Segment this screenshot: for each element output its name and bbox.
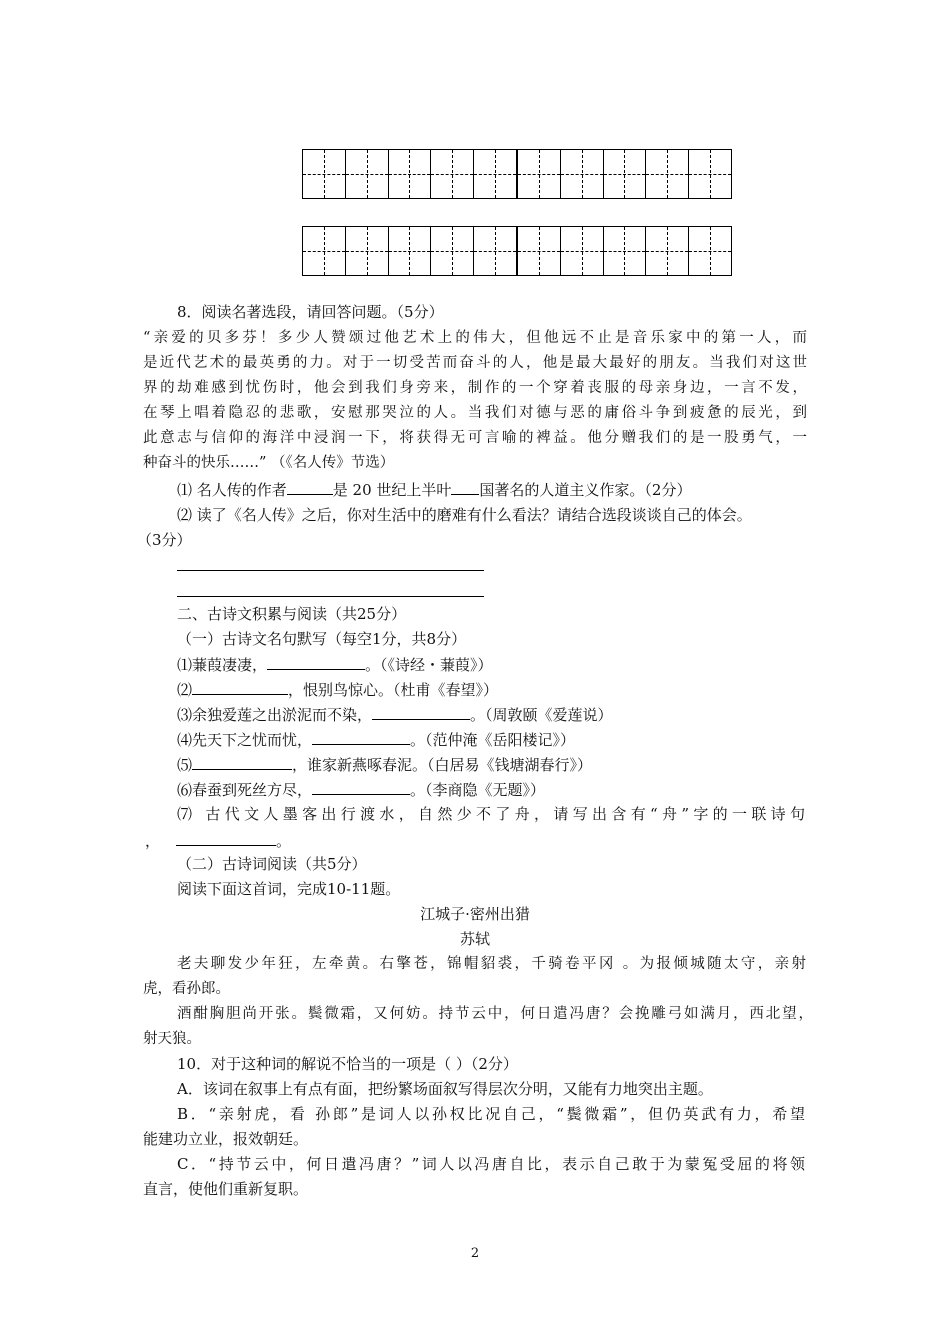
q8-sub1-text: 是 20 世纪上半叶 — [332, 481, 452, 499]
recite-item-2 — [177, 679, 498, 700]
q8-sub2-line2: （3分） — [137, 531, 192, 549]
q8-passage-line: 此意志与信仰的海洋中浸润一下，将获得无可言喻的裨益。他分赠我们的是一股勇气，一 — [143, 430, 807, 446]
q10-option-c-cont: 直言，使他们重新复职。 — [143, 1180, 309, 1198]
poem-title: 江城子·密州出猎 — [420, 905, 530, 923]
recite-text: 。（《诗经・蒹葭》） — [365, 656, 493, 674]
q8-passage-line: “亲爱的贝多芬！多少人赞颂过他艺术上的伟大，但他远不止是音乐家中的第一人，而 — [143, 330, 807, 346]
part1-title: （一）古诗文名句默写（每空1分，共8分） — [177, 630, 467, 648]
recite-text: ，恨别鸟惊心。（杜甫《春望》） — [288, 681, 499, 699]
recite-text: ，谁家新燕啄春泥。（白居易《钱塘湖春行》） — [292, 756, 593, 774]
q8-passage-line: 界的劫难感到忧伤时，他会到我们身旁来，制作的一个穿着丧服的母亲身边，一言不发， — [143, 380, 807, 396]
recite-item-5 — [177, 754, 592, 775]
recite-text: ， — [145, 832, 161, 850]
q10-option-c: C．“持节云中，何日遣冯唐？”词人以冯唐自比，表示自己敢于为蒙冤受屈的将领 — [177, 1155, 805, 1173]
recite-text: 。（周敦颐《爱莲说） — [470, 706, 613, 724]
q8-sub1-text: ⑴ 名人传的作者 — [177, 481, 287, 499]
answer-line[interactable] — [177, 570, 484, 571]
fill-blank[interactable] — [312, 779, 410, 795]
recite-text: ⑴蒹葭凄凄， — [177, 656, 268, 674]
part2-title: （二）古诗词阅读（共5分） — [177, 855, 367, 873]
instruction: 阅读下面这首词，完成10-11题。 — [177, 880, 401, 898]
page-number: 2 — [470, 1246, 480, 1261]
fill-blank[interactable] — [192, 754, 292, 770]
fill-blank[interactable] — [267, 654, 365, 670]
q10-option-b: B．“亲射虎，看 孙郎”是词人以孙权比况自己，“鬓微霜”，但仍英武有力，希望 — [177, 1105, 805, 1123]
q8-passage-line: 在琴上唱着隐忍的悲歌，安慰那哭泣的人。当我们对德与恶的庸俗斗争到疲惫的辰光，到 — [143, 405, 807, 421]
q8-sub1-text: 国著名的人道主义作家。（2分） — [479, 481, 692, 499]
poem-line: 射天狼。 — [143, 1031, 201, 1047]
recite-text: 。 — [276, 832, 292, 850]
fill-blank[interactable] — [372, 704, 470, 720]
recite-item-7-answer — [145, 830, 291, 851]
recite-text: 。（李商隐《无题》） — [410, 781, 546, 799]
fill-blank[interactable] — [312, 729, 410, 745]
country-blank[interactable] — [451, 479, 479, 495]
q8-title: 8．阅读名著选段，请回答问题。（5分） — [177, 303, 444, 321]
recite-item-3 — [177, 704, 613, 725]
fill-blank[interactable] — [176, 830, 276, 846]
recite-text: ⑵ — [177, 681, 193, 699]
q8-sub1 — [177, 479, 691, 500]
recite-item-7: ⑺ 古代文人墨客出行渡水，自然少不了舟，请写出含有“舟”字的一联诗句 — [177, 805, 805, 823]
poem-line: 虎，看孙郎。 — [143, 981, 230, 997]
poem-line: 老夫聊发少年狂，左牵黄。右擎苍，锦帽貂裘，千骑卷平冈 。为报倾城随太守，亲射 — [177, 956, 806, 972]
recite-text: ⑷先天下之忧而忧， — [177, 731, 313, 749]
author-blank[interactable] — [287, 479, 333, 495]
recite-text: 。（范仲淹《岳阳楼记》） — [410, 731, 576, 749]
q10-option-b-cont: 能建功立业，报效朝廷。 — [143, 1130, 309, 1148]
recite-item-1 — [177, 654, 493, 675]
q10-title: 10．对于这种词的解说不恰当的一项是（ ）（2分） — [177, 1055, 518, 1073]
recite-item-4 — [177, 729, 575, 750]
q8-sub2-line1: ⑵ 读了《名人传》之后，你对生活中的磨难有什么看法？请结合选段谈谈自己的体会。 — [177, 506, 752, 524]
answer-line[interactable] — [177, 596, 484, 597]
q10-option-a: A．该词在叙事上有点有面，把纷繁场面叙写得层次分明，又能有力地突出主题。 — [177, 1080, 713, 1098]
writing-grid-2 — [302, 226, 732, 276]
q8-passage-line: 是近代艺术的最英勇的力。对于一切受苦而奋斗的人，他是最大最好的朋友。当我们对这世 — [143, 355, 807, 371]
recite-item-6 — [177, 779, 545, 800]
recite-text: ⑹春蚕到死丝方尽， — [177, 781, 313, 799]
fill-blank[interactable] — [192, 679, 288, 695]
q8-passage-line: 种奋斗的快乐……” （《名人传》节选） — [143, 455, 395, 471]
recite-text: ⑶余独爱莲之出淤泥而不染， — [177, 706, 373, 724]
poem-line: 酒酣胸胆尚开张。鬓微霜，又何妨。持节云中，何日遣冯唐？会挽雕弓如满月，西北望， — [177, 1006, 813, 1022]
recite-text: ⑸ — [177, 756, 193, 774]
writing-grid-1 — [302, 149, 732, 199]
poem-author: 苏轼 — [459, 930, 490, 948]
section-title: 二、古诗文积累与阅读（共25分） — [177, 605, 407, 623]
